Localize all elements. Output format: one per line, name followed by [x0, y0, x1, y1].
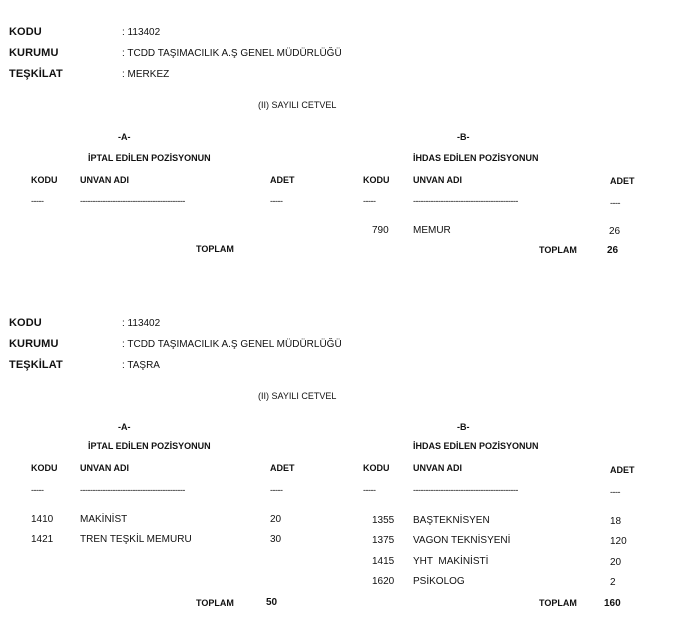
row-adet: 30 — [270, 534, 282, 545]
col-kodu-a: KODU — [31, 175, 58, 185]
row-kodu: 1355 — [372, 515, 395, 526]
ihdas-title: İHDAS EDİLEN POZİSYONUN — [413, 441, 539, 451]
toplam-b-value: 26 — [607, 245, 619, 256]
kodu-label: KODU — [9, 317, 42, 329]
row-adet: 120 — [610, 536, 627, 547]
dash-kodu-a: ----- — [31, 485, 44, 495]
row-unvan: YHT MAKİNİSTİ — [413, 556, 489, 567]
col-kodu-b: KODU — [363, 463, 390, 473]
kurumu-value: : TCDD TAŞIMACILIK A.Ş GENEL MÜDÜRLÜĞÜ — [122, 339, 342, 350]
kodu-value: : 113402 — [122, 27, 161, 38]
col-adet-a: ADET — [270, 463, 295, 473]
teskilat-label: TEŞKİLAT — [9, 359, 63, 371]
dash-kodu-a: ----- — [31, 196, 44, 206]
toplam-b: TOPLAM — [539, 598, 577, 608]
cetvel-title: (II) SAYILI CETVEL — [258, 100, 337, 110]
row-adet: 18 — [610, 516, 622, 527]
toplam-b: TOPLAM — [539, 245, 577, 255]
row-kodu: 1410 — [31, 514, 54, 525]
row-adet: 20 — [270, 514, 282, 525]
section-a-label: -A- — [118, 132, 131, 142]
toplam-a: TOPLAM — [196, 244, 234, 254]
dash-unvan-a: ------------------------------------------ — [80, 196, 185, 206]
row-kodu: 1375 — [372, 535, 395, 546]
kodu-label: KODU — [9, 26, 42, 38]
col-unvan-b: UNVAN ADI — [413, 175, 462, 185]
toplam-b-value: 160 — [604, 598, 621, 609]
dash-unvan-b: ------------------------------------------ — [413, 196, 518, 206]
dash-kodu-b: ----- — [363, 196, 376, 206]
teskilat-label: TEŞKİLAT — [9, 68, 63, 80]
section-a-label: -A- — [118, 422, 131, 432]
kurumu-label: KURUMU — [9, 338, 59, 350]
col-adet-a: ADET — [270, 175, 295, 185]
row-kodu: 790 — [372, 225, 389, 236]
toplam-a: TOPLAM — [196, 598, 234, 608]
cetvel-title: (II) SAYILI CETVEL — [258, 391, 337, 401]
iptal-title: İPTAL EDİLEN POZİSYONUN — [88, 441, 211, 451]
dash-unvan-b: ------------------------------------------ — [413, 485, 518, 495]
col-adet-b: ADET — [610, 465, 635, 475]
row-unvan: TREN TEŞKİL MEMURU — [80, 534, 192, 545]
row-kodu: 1620 — [372, 576, 395, 587]
teskilat-value: : MERKEZ — [122, 69, 170, 80]
col-unvan-a: UNVAN ADI — [80, 463, 129, 473]
kurumu-value: : TCDD TAŞIMACILIK A.Ş GENEL MÜDÜRLÜĞÜ — [122, 48, 342, 59]
dash-adet-b: ---- — [610, 487, 620, 497]
toplam-a-value: 50 — [266, 597, 278, 608]
row-kodu: 1415 — [372, 556, 395, 567]
row-unvan: BAŞTEKNİSYEN — [413, 515, 490, 526]
dash-kodu-b: ----- — [363, 485, 376, 495]
row-adet: 2 — [610, 577, 616, 588]
row-adet: 20 — [610, 557, 622, 568]
section-b-label: -B- — [457, 422, 470, 432]
kodu-value: : 113402 — [122, 318, 161, 329]
kurumu-label: KURUMU — [9, 47, 59, 59]
col-kodu-b: KODU — [363, 175, 390, 185]
row-kodu: 1421 — [31, 534, 54, 545]
row-unvan: PSİKOLOG — [413, 576, 465, 587]
section-b-label: -B- — [457, 132, 470, 142]
col-unvan-a: UNVAN ADI — [80, 175, 129, 185]
teskilat-value: : TAŞRA — [122, 360, 160, 371]
row-unvan: MAKİNİST — [80, 514, 128, 525]
col-adet-b: ADET — [610, 176, 635, 186]
dash-adet-b: ---- — [610, 198, 620, 208]
dash-unvan-a: ------------------------------------------ — [80, 485, 185, 495]
dash-adet-a: ----- — [270, 485, 283, 495]
col-unvan-b: UNVAN ADI — [413, 463, 462, 473]
ihdas-title: İHDAS EDİLEN POZİSYONUN — [413, 153, 539, 163]
dash-adet-a: ----- — [270, 196, 283, 206]
row-unvan: VAGON TEKNİSYENİ — [413, 535, 511, 546]
row-adet: 26 — [609, 226, 621, 237]
row-unvan: MEMUR — [413, 225, 451, 236]
iptal-title: İPTAL EDİLEN POZİSYONUN — [88, 153, 211, 163]
col-kodu-a: KODU — [31, 463, 58, 473]
